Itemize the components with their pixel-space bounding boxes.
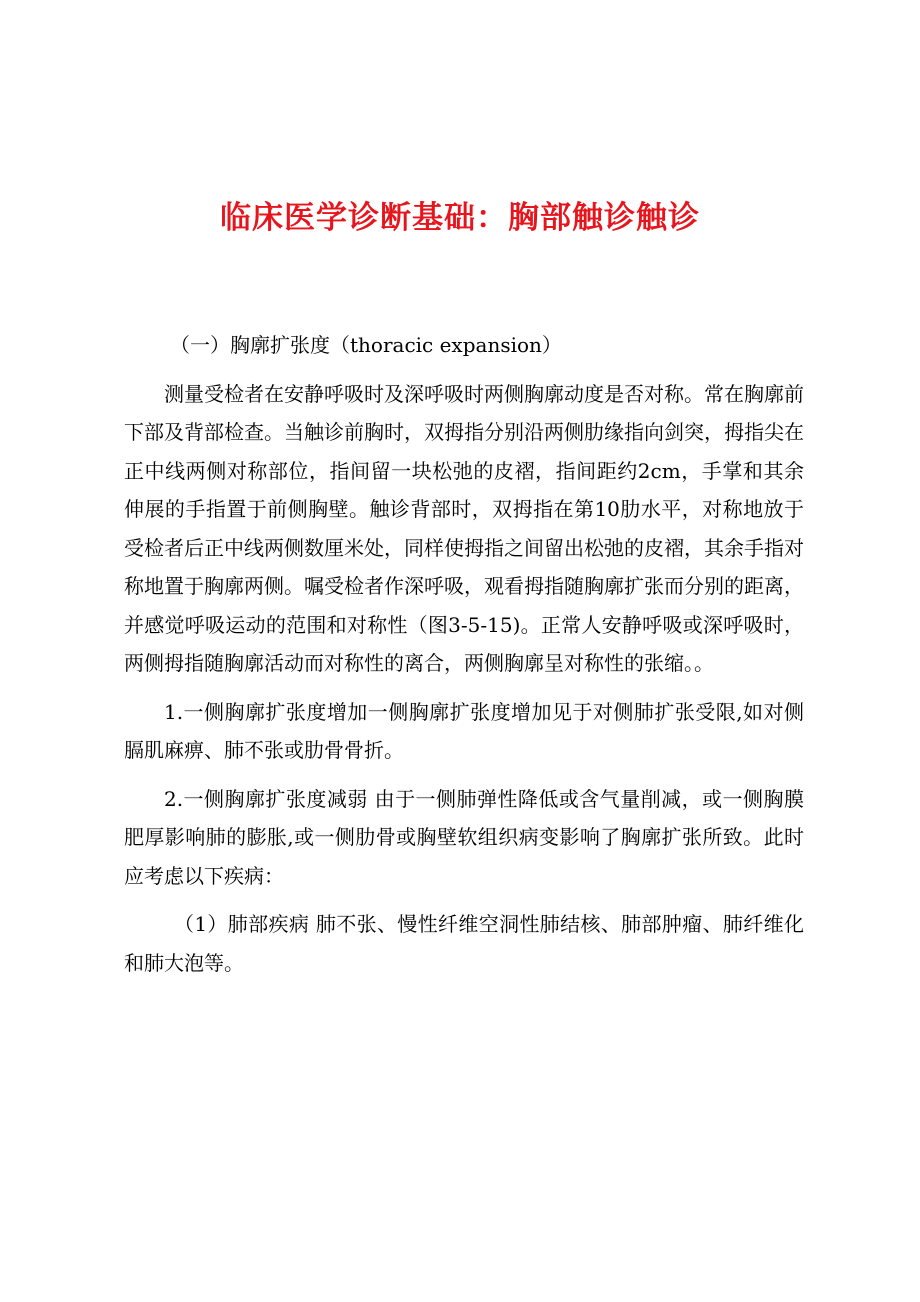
paragraph-expansion-decreased: 2.一侧胸廓扩张度减弱 由于一侧肺弹性降低或含气量削减，或一侧胸膜肥厚影响肺的膨胀,或一侧肋骨或胸壁软组织病变影响了胸廓扩张所致。此时应考虑以下疾病： xyxy=(124,786,804,888)
document-body xyxy=(124,326,804,992)
paragraph-expansion-increased: 1.一侧胸廓扩张度增加一侧胸廓扩张度增加见于对侧肺扩张受限,如对侧膈肌麻痹、肺不张或肋骨骨折。 xyxy=(124,699,804,762)
paragraph-lung-diseases: （1）肺部疾病 肺不张、慢性纤维空洞性肺结核、肺部肿瘤、肺纤维化和肺大泡等。 xyxy=(124,912,804,975)
section-heading: （一）胸廓扩张度（thoracic expansion） xyxy=(170,333,562,357)
document-title: 临床医学诊断基础：胸部触诊触诊 xyxy=(220,200,700,236)
paragraph-measurement-method: 测量受检者在安静呼吸时及深呼吸时两侧胸廓动度是否对称。常在胸廓前下部及背部检查。当触诊前胸时，双拇指分别沿两侧肋缘指向剑突，拇指尖在正中线两侧对称部位，指间留一块松弛的皮褶，指间距约2cm，手掌和其余伸展的手指置于前侧胸壁。触诊背部时，双拇指在第10肋水平，对称地放于受检者后正中线两侧数厘米处，同样使拇指之间留出松弛的皮褶，其余手指对称地置于胸廓两侧。嘱受检者作深呼吸，观看拇指随胸廓扩张而分别的距离，并感觉呼吸运动的范围和对称性（图3-5-15)。正常人安静呼吸或深呼吸时，两侧拇指随胸廓活动而对称性的离合，两侧胸廓呈对称性的张缩。。 xyxy=(124,381,804,675)
